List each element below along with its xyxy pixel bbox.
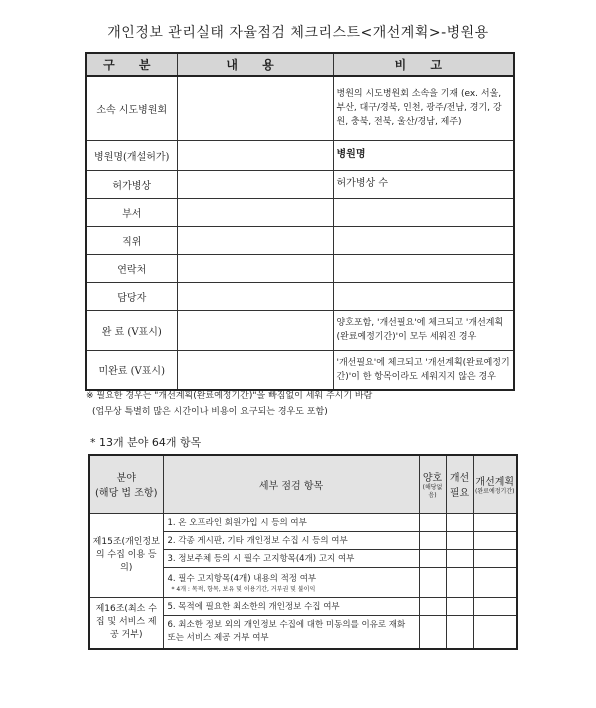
row-label: 연락처 — [86, 254, 177, 282]
improve-checkbox[interactable] — [446, 597, 473, 615]
hospital-info-table — [85, 52, 515, 391]
footnote-line-1: ※ 필요한 경우는 "개선계획(완료예정기간)"을 빠짐없이 세워 주시기 바람 — [86, 391, 373, 401]
header-plan-label: 개선계획 — [475, 476, 515, 488]
row-beds — [86, 170, 514, 198]
row-manager — [86, 282, 514, 310]
row-note — [333, 226, 514, 254]
table-row — [89, 597, 517, 615]
plan-input[interactable] — [473, 531, 517, 549]
row-label: 직위 — [86, 226, 177, 254]
row-position — [86, 226, 514, 254]
row-value-input[interactable] — [177, 140, 333, 170]
row-note — [333, 282, 514, 310]
good-checkbox[interactable] — [419, 597, 446, 615]
check-item-subnote: * 4개 : 목적, 항목, 보유 및 이용기간, 거부권 및 불이익 — [171, 585, 316, 593]
row-label: 소속 시도병원회 — [86, 76, 177, 140]
category-cell: 제16조(최소 수집 및 서비스 제공 거부) — [89, 597, 163, 649]
header-improve: 개선필요 — [446, 455, 473, 513]
plan-input[interactable] — [473, 513, 517, 531]
good-checkbox[interactable] — [419, 531, 446, 549]
document-title: 개인정보 관리실태 자율점검 체크리스트<개선계획>-병원용 — [107, 25, 489, 41]
header-good-label: 양호 — [422, 472, 443, 484]
row-value-input[interactable] — [177, 198, 333, 226]
header-field-label: 분야 — [116, 473, 136, 485]
improve-checkbox[interactable] — [446, 615, 473, 649]
checklist-header-row — [89, 455, 517, 513]
good-checkbox[interactable] — [419, 567, 446, 597]
improve-checkbox[interactable] — [446, 549, 473, 567]
header-field — [89, 455, 163, 513]
category-cell: 제15조(개인정보의 수집 이용 등의) — [89, 513, 163, 597]
row-value-input[interactable] — [177, 310, 333, 350]
row-note: 병원의 시도병원회 소속을 기재 (ex. 서울, 부산, 대구/경북, 인천, 광주/전남, 경기, 강원, 충북, 전북, 울산/경남, 제주) — [333, 76, 514, 140]
header-good-sub: (해당없음) — [422, 483, 443, 499]
row-value-input[interactable] — [177, 254, 333, 282]
header-remarks: 비 고 — [333, 53, 514, 76]
row-affiliation — [86, 76, 514, 140]
check-item: 6. 최소한 정보 외의 개인정보 수집에 대한 미동의를 이유로 재화 또는 서비스 제공 거부 여부 — [163, 615, 419, 649]
row-label: 허가병상 — [86, 170, 177, 198]
plan-input[interactable] — [473, 615, 517, 649]
checklist-table — [88, 454, 518, 650]
row-note — [333, 198, 514, 226]
improve-checkbox[interactable] — [446, 513, 473, 531]
header-plan — [473, 455, 517, 513]
footnote-line-2: (업무상 특별히 많은 시간이나 비용이 요구되는 경우도 포함) — [92, 407, 328, 417]
row-note: 양호포함, '개선필요'에 체크되고 '개선계획(완료예정기간)'이 모두 세워진 경우 — [333, 310, 514, 350]
plan-input[interactable] — [473, 549, 517, 567]
row-value-input[interactable] — [177, 76, 333, 140]
good-checkbox[interactable] — [419, 513, 446, 531]
row-contact — [86, 254, 514, 282]
good-checkbox[interactable] — [419, 549, 446, 567]
header-items: 세부 점검 항목 — [163, 455, 419, 513]
header-row — [86, 53, 514, 76]
check-item: 5. 목적에 필요한 최소한의 개인정보 수집 여부 — [163, 597, 419, 615]
table-row — [89, 513, 517, 531]
header-category: 구 분 — [86, 53, 177, 76]
row-label: 담당자 — [86, 282, 177, 310]
header-plan-sub: (완료예정기간) — [475, 487, 515, 495]
row-label: 병원명(개설허가) — [86, 140, 177, 170]
check-item: 3. 정보주체 등의 시 필수 고지항목(4개) 고지 여부 — [163, 549, 419, 567]
plan-input[interactable] — [473, 597, 517, 615]
row-note — [333, 254, 514, 282]
row-label: 미완료 (V표시) — [86, 350, 177, 390]
check-item: 1. 온 오프라인 회원가입 시 등의 여부 — [163, 513, 419, 531]
check-item — [163, 567, 419, 597]
row-value-input[interactable] — [177, 282, 333, 310]
check-item-text: 4. 필수 고지항목(4개) 내용의 적정 여부 — [167, 573, 317, 584]
row-value-input[interactable] — [177, 170, 333, 198]
plan-input[interactable] — [473, 567, 517, 597]
row-value-input[interactable] — [177, 226, 333, 254]
row-label: 완 료 (V표시) — [86, 310, 177, 350]
header-field-sub: (해당 법 조항) — [95, 488, 158, 500]
header-good — [419, 455, 446, 513]
row-label: 부서 — [86, 198, 177, 226]
row-note: 병원명 — [333, 140, 514, 170]
improve-checkbox[interactable] — [446, 531, 473, 549]
row-value-input[interactable] — [177, 350, 333, 390]
good-checkbox[interactable] — [419, 615, 446, 649]
row-note: 허가병상 수 — [333, 170, 514, 198]
improve-checkbox[interactable] — [446, 567, 473, 597]
row-note: '개선필요'에 체크되고 '개선계획(완료예정기간)'이 한 항목이라도 세워지지 않은 경우 — [333, 350, 514, 390]
row-department — [86, 198, 514, 226]
check-item: 2. 각종 게시판, 기타 개인정보 수집 시 등의 여부 — [163, 531, 419, 549]
row-incomplete — [86, 350, 514, 390]
row-hospital-name — [86, 140, 514, 170]
header-content: 내 용 — [177, 53, 333, 76]
row-complete — [86, 310, 514, 350]
section-title: * 13개 분야 64개 항목 — [90, 436, 202, 449]
